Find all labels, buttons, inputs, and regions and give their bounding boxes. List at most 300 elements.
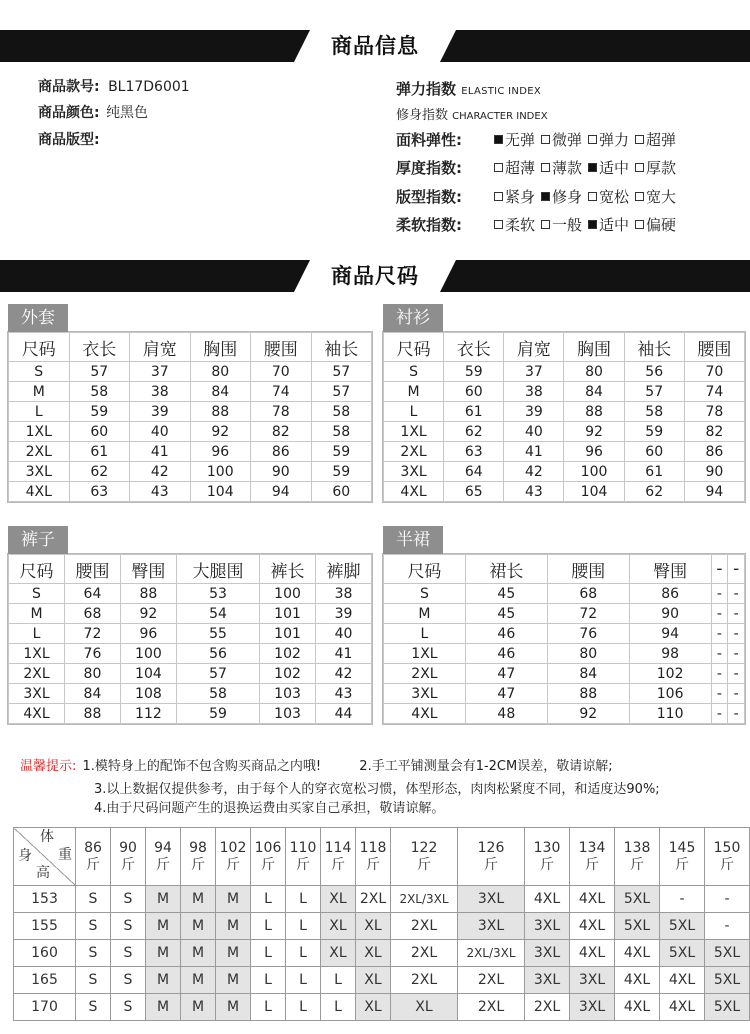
index-label: 柔软指数:: [396, 216, 462, 234]
color-label: 商品颜色:: [38, 105, 100, 121]
product-color: [38, 102, 148, 122]
elastic-index-title: [396, 78, 541, 99]
size-cell: 4XL: [615, 940, 660, 967]
size-table-tag: 衬衫: [383, 304, 443, 332]
table-cell: M: [384, 382, 444, 402]
table-row: [384, 482, 745, 502]
table-cell: L: [384, 624, 466, 644]
table-cell: 1XL: [384, 644, 466, 664]
size-cell: M: [181, 940, 216, 967]
table-cell: 40: [504, 422, 564, 442]
header-cell: 尺码: [9, 333, 70, 362]
table-cell: L: [384, 402, 444, 422]
table-cell: 64: [64, 584, 120, 604]
table-cell: 59: [69, 402, 130, 422]
table-row: [9, 442, 372, 462]
size-cell: 2XL: [525, 994, 570, 1021]
table-cell: 58: [176, 684, 259, 704]
size-cell: XL: [321, 940, 356, 967]
empty-box-icon: [635, 163, 644, 172]
table-row: [9, 624, 372, 644]
table-cell: 96: [120, 624, 176, 644]
weight-unit: 斤: [86, 856, 100, 873]
index-label: 厚度指数:: [396, 159, 462, 177]
table-cell: -: [728, 684, 745, 704]
table-row: [384, 604, 745, 624]
index-row: [396, 214, 682, 235]
empty-box-icon: [635, 220, 644, 229]
table-cell: L: [9, 402, 70, 422]
size-cell: S: [111, 967, 146, 994]
size-cell: 4XL: [615, 994, 660, 1021]
corner-height-label: 身: [18, 848, 32, 864]
size-table-header: [9, 555, 372, 584]
empty-box-icon: [635, 135, 644, 144]
header-cell: 腰围: [684, 333, 744, 362]
table-cell: 62: [444, 422, 504, 442]
corner-weight-label: 重: [58, 847, 72, 863]
height-cell: 153: [14, 886, 76, 913]
weight-header-cell: [76, 828, 111, 886]
table-cell: 4XL: [384, 704, 466, 724]
table-cell: 103: [260, 684, 316, 704]
header-cell: 腰围: [547, 555, 629, 584]
weight-unit: 斤: [296, 856, 310, 873]
size-cell: L: [321, 967, 356, 994]
table-cell: 102: [260, 644, 316, 664]
header-cell: 裙长: [465, 555, 547, 584]
section-header-product-size: [0, 260, 750, 292]
table-cell: 46: [465, 644, 547, 664]
table-cell: -: [711, 704, 728, 724]
table-row: [384, 422, 745, 442]
option-label: 超薄: [505, 159, 536, 177]
option-label: 厚款: [646, 159, 677, 177]
option-label: 紧身: [505, 188, 536, 206]
table-row: [9, 684, 372, 704]
empty-box-icon: [541, 163, 550, 172]
weight-header-cell: [458, 828, 525, 886]
table-cell: 4XL: [9, 704, 65, 724]
table-cell: 74: [251, 382, 312, 402]
size-cell: 4XL: [570, 940, 615, 967]
header-cell: 臀围: [629, 555, 711, 584]
table-cell: 1XL: [9, 644, 65, 664]
table-cell: 88: [564, 402, 624, 422]
size-cell: S: [76, 967, 111, 994]
size-table: [8, 554, 372, 724]
weight-header-cell: [356, 828, 391, 886]
size-cell: XL: [356, 913, 391, 940]
table-row: [9, 422, 372, 442]
size-cell: L: [286, 913, 321, 940]
header-bar-left: [0, 260, 310, 292]
table-cell: 78: [251, 402, 312, 422]
index-option: [541, 186, 582, 207]
table-cell: 60: [624, 442, 684, 462]
size-table: [383, 332, 745, 502]
recommend-header: [14, 828, 750, 886]
weight-header-cell: [705, 828, 750, 886]
table-cell: 59: [311, 442, 372, 462]
table-cell: 101: [260, 624, 316, 644]
table-cell: 61: [69, 442, 130, 462]
empty-box-icon: [494, 192, 503, 201]
table-cell: 59: [624, 422, 684, 442]
header-cell: 胸围: [190, 333, 251, 362]
size-cell: 4XL: [615, 967, 660, 994]
table-cell: 92: [547, 704, 629, 724]
header-cell: 尺码: [384, 333, 444, 362]
header-cell: 腰围: [64, 555, 120, 584]
table-cell: 3XL: [384, 684, 466, 704]
weight-value: 90: [119, 839, 137, 856]
weight-value: 102: [219, 839, 247, 856]
size-table-shirt: [382, 308, 746, 503]
size-cell: L: [286, 940, 321, 967]
index-option: [588, 186, 629, 207]
weight-unit: 斤: [540, 856, 554, 873]
table-cell: 90: [629, 604, 711, 624]
weight-value: 122: [410, 839, 438, 856]
table-cell: 106: [629, 684, 711, 704]
index-option: [494, 214, 535, 235]
size-cell: S: [111, 913, 146, 940]
weight-header-cell: [146, 828, 181, 886]
table-cell: -: [711, 664, 728, 684]
table-cell: 100: [190, 462, 251, 482]
table-cell: 104: [120, 664, 176, 684]
recommend-row: [14, 940, 750, 967]
table-cell: 80: [190, 362, 251, 382]
size-table-header: [9, 333, 372, 362]
table-cell: 84: [190, 382, 251, 402]
table-cell: 62: [624, 482, 684, 502]
product-fit: [38, 129, 100, 149]
table-cell: -: [711, 644, 728, 664]
option-label: 一般: [552, 216, 583, 234]
table-cell: 2XL: [9, 664, 65, 684]
header-cell: -: [711, 555, 728, 584]
table-cell: 104: [190, 482, 251, 502]
header-cell: 尺码: [384, 555, 466, 584]
table-row: [9, 462, 372, 482]
table-cell: 45: [465, 604, 547, 624]
index-row: [396, 186, 682, 207]
table-cell: 39: [316, 604, 372, 624]
table-row: [384, 624, 745, 644]
table-cell: 92: [564, 422, 624, 442]
table-row: [384, 684, 745, 704]
index-option: [635, 214, 676, 235]
size-cell: L: [251, 886, 286, 913]
size-cell: 5XL: [615, 913, 660, 940]
table-cell: 42: [130, 462, 191, 482]
table-cell: 100: [564, 462, 624, 482]
section-title: 商品信息: [331, 34, 419, 58]
weight-value: 126: [477, 839, 505, 856]
empty-box-icon: [588, 192, 597, 201]
size-table-header: [384, 555, 745, 584]
table-row: [384, 442, 745, 462]
table-cell: 102: [260, 664, 316, 684]
table-cell: 48: [465, 704, 547, 724]
option-label: 微弹: [552, 131, 583, 149]
table-cell: 76: [547, 624, 629, 644]
table-row: [9, 644, 372, 664]
table-cell: 80: [547, 644, 629, 664]
table-cell: 53: [176, 584, 259, 604]
empty-box-icon: [494, 163, 503, 172]
table-cell: 104: [564, 482, 624, 502]
header-bar-right: [440, 30, 750, 62]
table-cell: -: [711, 684, 728, 704]
weight-header-cell: [286, 828, 321, 886]
header-bar-left: [0, 30, 310, 62]
option-label: 偏硬: [646, 216, 677, 234]
recommend-row: [14, 886, 750, 913]
size-cell: 5XL: [705, 994, 750, 1021]
tip-1: 1.模特身上的配饰不包含购买商品之内哦!: [82, 759, 322, 774]
header-cell: 袖长: [311, 333, 372, 362]
table-cell: 1XL: [9, 422, 70, 442]
table-cell: 46: [465, 624, 547, 644]
weight-header-cell: [660, 828, 705, 886]
size-cell: S: [111, 886, 146, 913]
table-cell: L: [9, 624, 65, 644]
size-cell: M: [216, 967, 251, 994]
table-cell: 40: [316, 624, 372, 644]
size-cell: XL: [356, 967, 391, 994]
size-cell: L: [286, 967, 321, 994]
table-cell: 58: [624, 402, 684, 422]
table-cell: 55: [176, 624, 259, 644]
table-cell: 68: [547, 584, 629, 604]
table-cell: 82: [684, 422, 744, 442]
weight-unit: 斤: [156, 856, 170, 873]
size-cell: M: [146, 913, 181, 940]
weight-unit: 斤: [191, 856, 205, 873]
table-cell: 82: [251, 422, 312, 442]
size-table-header: [384, 333, 745, 362]
size-cell: S: [111, 994, 146, 1021]
index-label: 面料弹性:: [396, 131, 462, 149]
fit-label: 商品版型:: [38, 132, 100, 148]
table-cell: 90: [684, 462, 744, 482]
size-cell: -: [705, 886, 750, 913]
table-cell: 84: [547, 664, 629, 684]
table-cell: 59: [311, 462, 372, 482]
tip-3: 3.以上数据仅提供参考，由于每个人的穿衣宽松习惯，体型形态，肉肉松紧度不同，和适度达90%;: [94, 782, 660, 797]
size-cell: L: [251, 913, 286, 940]
index-option: [494, 157, 535, 178]
table-cell: 94: [629, 624, 711, 644]
table-cell: -: [728, 704, 745, 724]
table-cell: 57: [311, 362, 372, 382]
table-row: [384, 462, 745, 482]
table-cell: 70: [684, 362, 744, 382]
option-label: 薄款: [552, 159, 583, 177]
table-cell: 57: [311, 382, 372, 402]
option-label: 无弹: [505, 131, 536, 149]
header-cell: 裤脚: [316, 555, 372, 584]
table-cell: 47: [465, 664, 547, 684]
table-cell: 62: [69, 462, 130, 482]
size-cell: XL: [321, 913, 356, 940]
table-cell: S: [384, 584, 466, 604]
table-cell: 88: [190, 402, 251, 422]
product-model: [38, 76, 190, 96]
size-table-coat: [7, 308, 373, 503]
index-option: [635, 129, 676, 150]
size-cell: 2XL/3XL: [458, 940, 525, 967]
size-cell: -: [705, 913, 750, 940]
weight-unit: 斤: [121, 856, 135, 873]
option-label: 超弹: [646, 131, 677, 149]
header-cell: 衣长: [444, 333, 504, 362]
size-cell: S: [76, 994, 111, 1021]
table-cell: 1XL: [384, 422, 444, 442]
weight-value: 98: [189, 839, 207, 856]
weight-value: 150: [713, 839, 741, 856]
weight-unit: 斤: [366, 856, 380, 873]
size-cell: 4XL: [570, 913, 615, 940]
size-cell: -: [660, 886, 705, 913]
table-row: [9, 584, 372, 604]
table-cell: 102: [629, 664, 711, 684]
index-label: 版型指数:: [396, 188, 462, 206]
table-cell: 64: [444, 462, 504, 482]
weight-value: 114: [324, 839, 352, 856]
header-cell: 大腿围: [176, 555, 259, 584]
size-cell: M: [181, 913, 216, 940]
weight-unit: 斤: [226, 856, 240, 873]
table-cell: 44: [316, 704, 372, 724]
size-cell: 3XL: [458, 913, 525, 940]
size-cell: XL: [356, 994, 391, 1021]
elastic-en: ELASTIC INDEX: [461, 86, 541, 97]
size-cell: 2XL: [458, 967, 525, 994]
size-table-pants: [7, 530, 373, 725]
size-cell: 2XL: [391, 940, 458, 967]
index-option: [494, 129, 535, 150]
size-cell: S: [76, 913, 111, 940]
model-value: BL17D6001: [108, 79, 190, 95]
elastic-title: 弹力指数: [396, 80, 457, 98]
height-cell: 160: [14, 940, 76, 967]
empty-box-icon: [541, 135, 550, 144]
size-cell: 5XL: [705, 940, 750, 967]
table-cell: 86: [251, 442, 312, 462]
table-cell: 78: [684, 402, 744, 422]
table-cell: 70: [251, 362, 312, 382]
table-cell: 3XL: [9, 462, 70, 482]
option-label: 宽松: [599, 188, 630, 206]
table-row: [384, 664, 745, 684]
table-cell: 94: [251, 482, 312, 502]
weight-header-cell: [615, 828, 660, 886]
size-cell: M: [146, 994, 181, 1021]
table-row: [384, 382, 745, 402]
size-cell: 4XL: [570, 886, 615, 913]
size-cell: L: [321, 994, 356, 1021]
size-table-tag: 裤子: [8, 526, 68, 554]
table-cell: 38: [504, 382, 564, 402]
size-cell: 3XL: [570, 994, 615, 1021]
table-cell: 94: [684, 482, 744, 502]
table-cell: -: [711, 584, 728, 604]
table-cell: 43: [130, 482, 191, 502]
table-cell: 60: [444, 382, 504, 402]
table-cell: 3XL: [9, 684, 65, 704]
size-cell: M: [146, 886, 181, 913]
tips-label: 温馨提示:: [20, 759, 77, 774]
table-cell: 84: [64, 684, 120, 704]
recommend-row: [14, 913, 750, 940]
size-table-skirt: [382, 530, 746, 725]
table-cell: 63: [444, 442, 504, 462]
table-cell: 42: [316, 664, 372, 684]
table-cell: 60: [69, 422, 130, 442]
header-cell: 胸围: [564, 333, 624, 362]
size-cell: M: [181, 994, 216, 1021]
weight-header-cell: [391, 828, 458, 886]
header-cell: 衣长: [69, 333, 130, 362]
table-row: [9, 604, 372, 624]
weight-unit: 斤: [331, 856, 345, 873]
table-cell: 76: [64, 644, 120, 664]
table-cell: -: [728, 624, 745, 644]
model-label: 商品款号:: [38, 79, 100, 95]
table-cell: 2XL: [384, 442, 444, 462]
table-cell: 96: [564, 442, 624, 462]
table-cell: 37: [504, 362, 564, 382]
weight-unit: 斤: [585, 856, 599, 873]
size-cell: L: [251, 994, 286, 1021]
table-cell: M: [9, 382, 70, 402]
recommend-row: [14, 967, 750, 994]
size-cell: L: [251, 940, 286, 967]
size-cell: 3XL: [570, 967, 615, 994]
header-cell: 腰围: [251, 333, 312, 362]
table-cell: 56: [176, 644, 259, 664]
table-cell: 47: [465, 684, 547, 704]
size-cell: S: [76, 886, 111, 913]
table-cell: 86: [684, 442, 744, 462]
table-cell: 68: [64, 604, 120, 624]
header-cell: 肩宽: [504, 333, 564, 362]
weight-header-cell: [321, 828, 356, 886]
size-cell: L: [286, 886, 321, 913]
size-cell: XL: [321, 886, 356, 913]
size-cell: 5XL: [705, 967, 750, 994]
table-cell: 100: [260, 584, 316, 604]
size-cell: M: [146, 967, 181, 994]
table-cell: 72: [64, 624, 120, 644]
height-cell: 165: [14, 967, 76, 994]
table-cell: 2XL: [9, 442, 70, 462]
table-cell: -: [711, 604, 728, 624]
empty-box-icon: [635, 192, 644, 201]
option-label: 适中: [599, 216, 630, 234]
table-cell: 3XL: [384, 462, 444, 482]
size-cell: M: [216, 886, 251, 913]
size-cell: S: [111, 940, 146, 967]
checked-box-icon: [588, 163, 597, 172]
table-cell: S: [9, 584, 65, 604]
table-cell: 98: [629, 644, 711, 664]
table-cell: 80: [564, 362, 624, 382]
